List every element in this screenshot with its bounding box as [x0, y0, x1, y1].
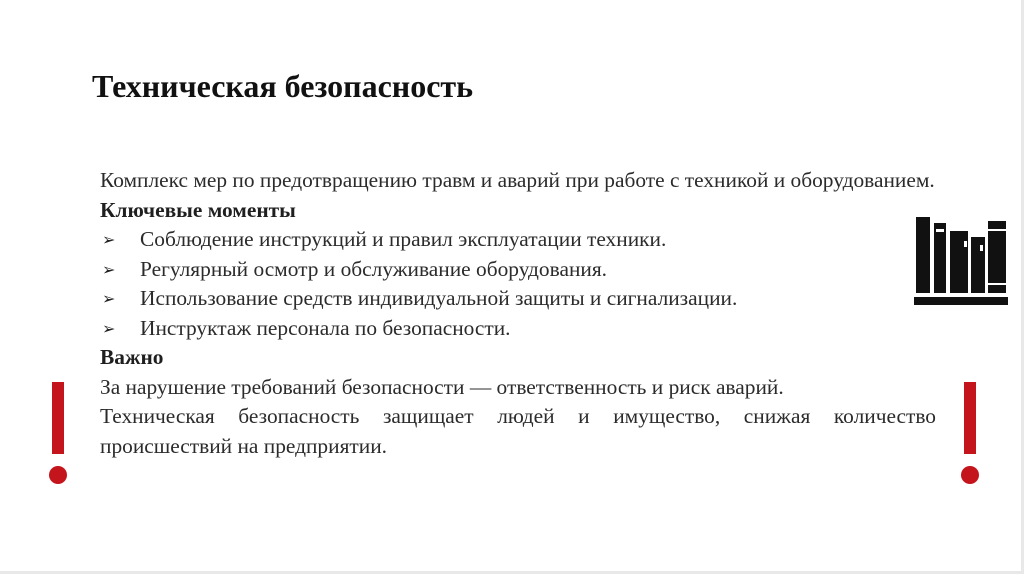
arrow-bullet-icon: ➢: [102, 259, 116, 279]
list-item-text: Соблюдение инструкций и правил эксплуатации техники.: [140, 227, 667, 251]
slide-body: [100, 166, 936, 461]
list-item-text: Регулярный осмотр и обслуживание оборудования.: [140, 256, 608, 281]
exclamation-bar: [52, 382, 64, 454]
exclamation-mark-icon: [46, 382, 70, 486]
slide-title: Техническая безопасность: [92, 68, 474, 104]
arrow-bullet-icon: ➢: [102, 289, 116, 308]
list-item-text: Инструктаж персонала по безопасности.: [140, 315, 511, 340]
exclamation-bar: [964, 382, 976, 454]
list-item: [100, 314, 936, 344]
exclamation-dot: [961, 466, 979, 484]
exclamation-mark-icon: [958, 382, 982, 486]
list-item: [100, 255, 936, 285]
books-icon: [914, 215, 1008, 307]
important-text: За нарушение требований безопасности — ответственность и риск аварий.: [100, 374, 784, 399]
arrow-bullet-icon: ➢: [102, 230, 116, 249]
conclusion-text: Техническая безопасность защищает людей и имущество, снижая количество происшествий на предприятии.: [100, 404, 936, 458]
intro-text: Комплекс мер по предотвращению травм и аварий при работе с техникой и оборудованием.: [100, 168, 935, 192]
list-item: [100, 225, 936, 255]
list-item: [100, 284, 936, 314]
key-points-heading: Ключевые моменты: [100, 197, 296, 222]
list-item-text: Использование средств индивидуальной защиты и сигнализации.: [140, 286, 738, 310]
key-points-list: [100, 225, 936, 343]
arrow-bullet-icon: ➢: [102, 318, 116, 338]
exclamation-dot: [49, 466, 67, 484]
important-heading: Важно: [100, 345, 164, 369]
